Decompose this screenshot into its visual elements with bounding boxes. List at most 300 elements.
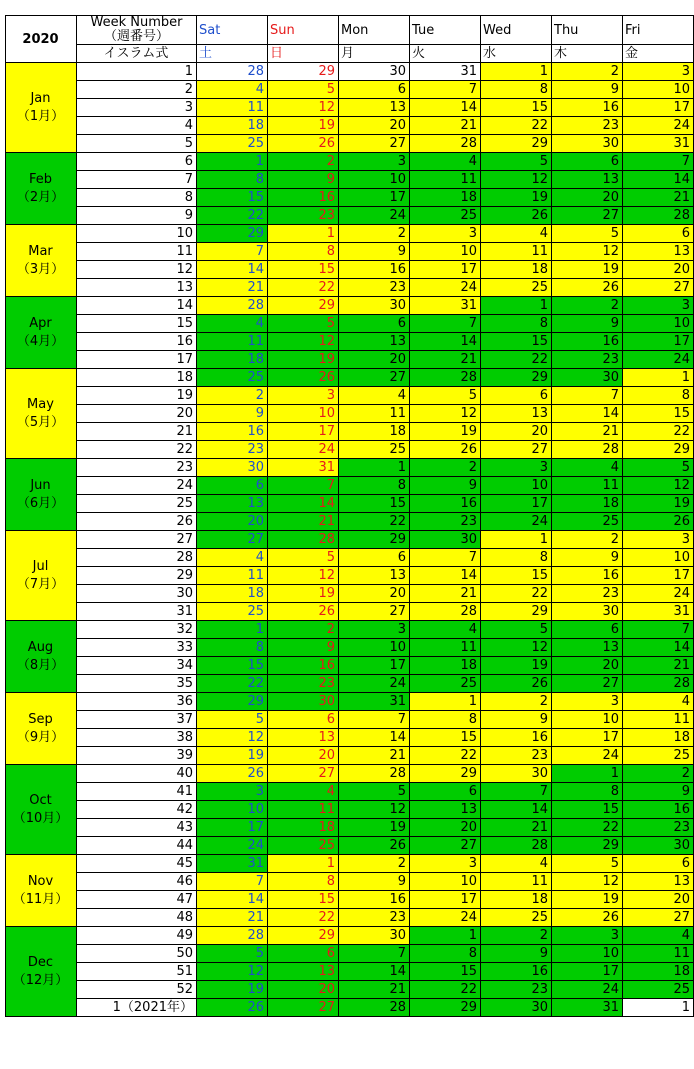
day-cell-sun: 19: [268, 351, 339, 369]
month-name-jp: （2月）: [16, 189, 65, 205]
day-cell-mon: 4: [339, 387, 410, 405]
week-number: 42: [77, 801, 197, 819]
day-cell-thu: 19: [552, 261, 623, 279]
day-cell-mon: 26: [339, 837, 410, 855]
week-row: [6, 603, 694, 621]
month-label-cell: [6, 225, 77, 297]
day-cell-sun: 26: [268, 369, 339, 387]
week-row: [6, 621, 694, 639]
day-cell-sun: 16: [268, 189, 339, 207]
day-cell-wed: 29: [481, 603, 552, 621]
week-number: 33: [77, 639, 197, 657]
day-cell-sun: 16: [268, 657, 339, 675]
day-cell-tue: 1: [410, 927, 481, 945]
week-row: [6, 189, 694, 207]
day-cell-sun: 1: [268, 855, 339, 873]
day-cell-mon: 17: [339, 657, 410, 675]
week-row: [6, 207, 694, 225]
day-cell-fri: 28: [623, 207, 694, 225]
month-name: Aug: [27, 639, 54, 655]
day-cell-sun: 3: [268, 387, 339, 405]
day-cell-wed: 11: [481, 243, 552, 261]
day-cell-tue: 30: [410, 531, 481, 549]
day-cell-mon: 14: [339, 963, 410, 981]
day-cell-sun: 12: [268, 567, 339, 585]
day-cell-fri: 10: [623, 315, 694, 333]
day-header-thu: Thu: [552, 16, 623, 45]
month-label-cell: [6, 621, 77, 693]
day-cell-mon: 17: [339, 189, 410, 207]
day-cell-thu: 24: [552, 981, 623, 999]
day-header-tue: Tue: [410, 16, 481, 45]
day-cell-thu: 24: [552, 747, 623, 765]
calendar-table: [5, 15, 694, 1017]
day-cell-tue: 28: [410, 603, 481, 621]
week-number: 32: [77, 621, 197, 639]
week-number: 35: [77, 675, 197, 693]
day-cell-thu: 9: [552, 315, 623, 333]
day-cell-sat: 7: [197, 873, 268, 891]
day-cell-thu: 5: [552, 855, 623, 873]
day-cell-sun: 22: [268, 279, 339, 297]
week-number: 15: [77, 315, 197, 333]
week-row: [6, 873, 694, 891]
day-cell-tue: 16: [410, 495, 481, 513]
day-cell-mon: 23: [339, 909, 410, 927]
week-number: 18: [77, 369, 197, 387]
week-number: 4: [77, 117, 197, 135]
week-number-label: Week Number: [90, 15, 183, 30]
week-number: 13: [77, 279, 197, 297]
day-cell-wed: 4: [481, 855, 552, 873]
month-label-cell: [6, 63, 77, 153]
day-cell-sun: 27: [268, 765, 339, 783]
week-row: [6, 711, 694, 729]
day-cell-mon: 9: [339, 873, 410, 891]
day-cell-thu: 6: [552, 153, 623, 171]
day-cell-wed: 21: [481, 819, 552, 837]
day-cell-tue: 15: [410, 729, 481, 747]
day-cell-mon: 16: [339, 891, 410, 909]
day-cell-sun: 5: [268, 549, 339, 567]
day-cell-wed: 16: [481, 729, 552, 747]
day-cell-fri: 20: [623, 891, 694, 909]
week-row: [6, 135, 694, 153]
day-header-wed-jp: 水: [481, 45, 552, 63]
day-cell-wed: 15: [481, 567, 552, 585]
day-cell-wed: 13: [481, 405, 552, 423]
day-cell-fri: 13: [623, 243, 694, 261]
day-cell-thu: 31: [552, 999, 623, 1017]
day-cell-wed: 22: [481, 117, 552, 135]
day-cell-tue: 18: [410, 189, 481, 207]
day-cell-mon: 30: [339, 297, 410, 315]
day-cell-wed: 20: [481, 423, 552, 441]
day-cell-sun: 20: [268, 747, 339, 765]
day-cell-sat: 11: [197, 333, 268, 351]
day-cell-tue: 18: [410, 657, 481, 675]
day-cell-mon: 13: [339, 333, 410, 351]
day-cell-sat: 8: [197, 639, 268, 657]
month-label-cell: [6, 927, 77, 1017]
week-row: [6, 693, 694, 711]
day-cell-sun: 17: [268, 423, 339, 441]
day-cell-thu: 23: [552, 351, 623, 369]
day-cell-wed: 10: [481, 477, 552, 495]
week-number: 16: [77, 333, 197, 351]
day-cell-sat: 1: [197, 621, 268, 639]
day-cell-sat: 30: [197, 459, 268, 477]
week-number: 31: [77, 603, 197, 621]
day-cell-mon: 22: [339, 513, 410, 531]
day-cell-wed: 11: [481, 873, 552, 891]
day-cell-sat: 25: [197, 369, 268, 387]
day-cell-tue: 21: [410, 351, 481, 369]
day-cell-thu: 29: [552, 837, 623, 855]
day-cell-mon: 20: [339, 585, 410, 603]
day-cell-tue: 23: [410, 513, 481, 531]
week-row: [6, 117, 694, 135]
day-header-sat: Sat: [197, 16, 268, 45]
day-cell-sun: 7: [268, 477, 339, 495]
day-cell-wed: 18: [481, 891, 552, 909]
week-row: [6, 531, 694, 549]
week-number: 49: [77, 927, 197, 945]
day-cell-thu: 14: [552, 405, 623, 423]
week-row: [6, 729, 694, 747]
day-cell-thu: 20: [552, 657, 623, 675]
week-number: 29: [77, 567, 197, 585]
year-label: 2020: [6, 16, 77, 63]
day-cell-thu: 15: [552, 801, 623, 819]
day-cell-sun: 11: [268, 801, 339, 819]
day-cell-sat: 15: [197, 189, 268, 207]
day-cell-sat: 14: [197, 891, 268, 909]
day-cell-thu: 8: [552, 783, 623, 801]
day-cell-sat: 28: [197, 927, 268, 945]
day-cell-tue: 3: [410, 855, 481, 873]
day-cell-mon: 24: [339, 675, 410, 693]
day-cell-sun: 10: [268, 405, 339, 423]
week-row: [6, 495, 694, 513]
day-header-sun-jp: 日: [268, 45, 339, 63]
day-cell-sun: 26: [268, 135, 339, 153]
day-cell-sat: 7: [197, 243, 268, 261]
week-number: 41: [77, 783, 197, 801]
day-cell-mon: 8: [339, 477, 410, 495]
week-row: [6, 315, 694, 333]
week-number: 51: [77, 963, 197, 981]
day-cell-tue: 25: [410, 207, 481, 225]
month-name-jp: （8月）: [16, 657, 65, 673]
day-cell-thu: 6: [552, 621, 623, 639]
day-cell-sun: 15: [268, 891, 339, 909]
day-cell-sun: 2: [268, 621, 339, 639]
day-cell-fri: 24: [623, 351, 694, 369]
day-cell-tue: 22: [410, 981, 481, 999]
day-cell-wed: 25: [481, 909, 552, 927]
week-number: 20: [77, 405, 197, 423]
day-header-fri-jp: 金: [623, 45, 694, 63]
week-row: [6, 963, 694, 981]
day-cell-sun: 18: [268, 819, 339, 837]
day-cell-sat: 31: [197, 855, 268, 873]
month-label-cell: [6, 531, 77, 621]
week-row: [6, 387, 694, 405]
week-row: [6, 999, 694, 1017]
day-cell-wed: 7: [481, 783, 552, 801]
week-row: [6, 477, 694, 495]
month-name-jp: （4月）: [16, 333, 65, 349]
day-cell-sun: 29: [268, 297, 339, 315]
day-cell-mon: 6: [339, 315, 410, 333]
day-cell-fri: 6: [623, 855, 694, 873]
day-cell-tue: 11: [410, 171, 481, 189]
day-cell-fri: 10: [623, 81, 694, 99]
day-cell-thu: 2: [552, 63, 623, 81]
day-cell-wed: 23: [481, 747, 552, 765]
day-cell-mon: 24: [339, 207, 410, 225]
day-cell-tue: 28: [410, 135, 481, 153]
day-cell-thu: 12: [552, 243, 623, 261]
week-number: 12: [77, 261, 197, 279]
day-cell-sat: 15: [197, 657, 268, 675]
month-name: Nov: [27, 873, 54, 889]
day-cell-tue: 8: [410, 711, 481, 729]
week-row: [6, 801, 694, 819]
month-label-cell: [6, 459, 77, 531]
week-row: [6, 243, 694, 261]
day-cell-tue: 29: [410, 765, 481, 783]
day-cell-thu: 5: [552, 225, 623, 243]
day-cell-thu: 3: [552, 693, 623, 711]
day-cell-mon: 15: [339, 495, 410, 513]
month-name: Jul: [32, 558, 49, 574]
week-number: 22: [77, 441, 197, 459]
month-label-cell: [6, 855, 77, 927]
day-cell-tue: 2: [410, 459, 481, 477]
day-cell-thu: 16: [552, 333, 623, 351]
day-cell-sat: 2: [197, 387, 268, 405]
day-cell-fri: 24: [623, 585, 694, 603]
day-cell-mon: 21: [339, 981, 410, 999]
week-row: [6, 585, 694, 603]
day-cell-sun: 27: [268, 999, 339, 1017]
month-name-jp: （5月）: [16, 414, 65, 430]
day-cell-fri: 22: [623, 423, 694, 441]
day-cell-sun: 5: [268, 315, 339, 333]
day-cell-mon: 23: [339, 279, 410, 297]
day-cell-wed: 1: [481, 63, 552, 81]
week-row: [6, 747, 694, 765]
day-cell-tue: 10: [410, 243, 481, 261]
day-cell-tue: 14: [410, 333, 481, 351]
day-cell-sat: 19: [197, 747, 268, 765]
day-cell-fri: 6: [623, 225, 694, 243]
day-cell-wed: 19: [481, 657, 552, 675]
day-cell-wed: 15: [481, 99, 552, 117]
day-cell-fri: 3: [623, 531, 694, 549]
month-name: Apr: [29, 315, 52, 331]
week-row: [6, 765, 694, 783]
day-cell-sat: 12: [197, 963, 268, 981]
day-cell-wed: 17: [481, 495, 552, 513]
week-number: 3: [77, 99, 197, 117]
day-cell-mon: 3: [339, 153, 410, 171]
day-cell-tue: 4: [410, 621, 481, 639]
week-number: 25: [77, 495, 197, 513]
day-cell-fri: 15: [623, 405, 694, 423]
day-cell-mon: 3: [339, 621, 410, 639]
day-cell-sat: 13: [197, 495, 268, 513]
week-row: [6, 153, 694, 171]
day-cell-tue: 8: [410, 945, 481, 963]
week-number: 44: [77, 837, 197, 855]
day-cell-tue: 7: [410, 81, 481, 99]
day-cell-sun: 25: [268, 837, 339, 855]
day-cell-wed: 8: [481, 315, 552, 333]
week-row: [6, 891, 694, 909]
day-cell-fri: 30: [623, 837, 694, 855]
day-cell-thu: 11: [552, 477, 623, 495]
day-cell-tue: 24: [410, 909, 481, 927]
day-cell-sat: 17: [197, 819, 268, 837]
month-name: Oct: [29, 792, 52, 808]
day-cell-fri: 21: [623, 189, 694, 207]
day-cell-sat: 22: [197, 207, 268, 225]
week-number: 6: [77, 153, 197, 171]
week-row: [6, 945, 694, 963]
week-number: 9: [77, 207, 197, 225]
day-cell-thu: 30: [552, 135, 623, 153]
day-cell-tue: 21: [410, 117, 481, 135]
day-cell-thu: 30: [552, 603, 623, 621]
month-name: May: [27, 396, 54, 412]
day-cell-thu: 3: [552, 927, 623, 945]
islamic-label: イスラム式: [77, 45, 197, 63]
month-name-jp: （10月）: [12, 810, 69, 826]
day-cell-tue: 17: [410, 261, 481, 279]
day-cell-sat: 11: [197, 99, 268, 117]
day-cell-sun: 8: [268, 873, 339, 891]
month-label-cell: [6, 369, 77, 459]
day-cell-sun: 12: [268, 99, 339, 117]
day-cell-tue: 25: [410, 675, 481, 693]
day-cell-sat: 28: [197, 63, 268, 81]
week-number: 37: [77, 711, 197, 729]
day-cell-wed: 3: [481, 459, 552, 477]
day-cell-fri: 27: [623, 279, 694, 297]
week-row: [6, 981, 694, 999]
day-cell-sat: 23: [197, 441, 268, 459]
day-cell-tue: 19: [410, 423, 481, 441]
month-name-jp: （7月）: [16, 576, 65, 592]
header-row-2: [6, 45, 694, 63]
day-cell-tue: 31: [410, 63, 481, 81]
day-cell-wed: 2: [481, 693, 552, 711]
week-number-jp-label: （週番号）: [103, 29, 169, 44]
header-row-1: [6, 16, 694, 45]
day-cell-wed: 8: [481, 81, 552, 99]
month-name-jp: （12月）: [12, 972, 69, 988]
day-cell-thu: 21: [552, 423, 623, 441]
day-cell-thu: 22: [552, 819, 623, 837]
week-row: [6, 171, 694, 189]
month-name-jp: （11月）: [12, 891, 69, 907]
day-cell-thu: 27: [552, 207, 623, 225]
week-row: [6, 369, 694, 387]
day-cell-sun: 13: [268, 963, 339, 981]
week-number: 48: [77, 909, 197, 927]
day-cell-tue: 4: [410, 153, 481, 171]
day-cell-wed: 29: [481, 369, 552, 387]
month-label-cell: [6, 153, 77, 225]
day-cell-sun: 23: [268, 675, 339, 693]
day-cell-sun: 6: [268, 711, 339, 729]
day-cell-mon: 13: [339, 99, 410, 117]
day-cell-mon: 28: [339, 999, 410, 1017]
day-cell-fri: 12: [623, 477, 694, 495]
week-number: 1（2021年）: [77, 999, 197, 1017]
day-cell-sat: 29: [197, 225, 268, 243]
day-cell-thu: 16: [552, 567, 623, 585]
day-cell-tue: 29: [410, 999, 481, 1017]
week-row: [6, 909, 694, 927]
week-row: [6, 927, 694, 945]
day-cell-wed: 26: [481, 675, 552, 693]
day-cell-mon: 29: [339, 531, 410, 549]
day-cell-mon: 27: [339, 135, 410, 153]
week-number: 47: [77, 891, 197, 909]
day-cell-wed: 2: [481, 927, 552, 945]
week-row: [6, 567, 694, 585]
day-cell-wed: 25: [481, 279, 552, 297]
day-cell-sun: 29: [268, 63, 339, 81]
day-cell-thu: 26: [552, 279, 623, 297]
day-cell-fri: 31: [623, 603, 694, 621]
day-cell-tue: 13: [410, 801, 481, 819]
day-cell-sat: 8: [197, 171, 268, 189]
day-cell-tue: 28: [410, 369, 481, 387]
day-cell-fri: 20: [623, 261, 694, 279]
day-cell-mon: 28: [339, 765, 410, 783]
day-cell-sat: 19: [197, 981, 268, 999]
day-cell-fri: 14: [623, 639, 694, 657]
day-cell-sun: 13: [268, 729, 339, 747]
day-cell-sat: 6: [197, 477, 268, 495]
day-cell-mon: 25: [339, 441, 410, 459]
day-header-tue-jp: 火: [410, 45, 481, 63]
week-row: [6, 99, 694, 117]
week-number: 40: [77, 765, 197, 783]
week-number: 27: [77, 531, 197, 549]
day-cell-sun: 28: [268, 531, 339, 549]
week-number: 7: [77, 171, 197, 189]
day-cell-wed: 1: [481, 297, 552, 315]
day-cell-thu: 30: [552, 369, 623, 387]
day-cell-wed: 6: [481, 387, 552, 405]
day-cell-thu: 18: [552, 495, 623, 513]
day-cell-thu: 13: [552, 171, 623, 189]
day-cell-fri: 5: [623, 459, 694, 477]
day-cell-sun: 19: [268, 117, 339, 135]
day-cell-fri: 7: [623, 153, 694, 171]
day-cell-wed: 18: [481, 261, 552, 279]
day-cell-wed: 22: [481, 585, 552, 603]
day-cell-sat: 21: [197, 279, 268, 297]
day-cell-fri: 10: [623, 549, 694, 567]
day-cell-tue: 17: [410, 891, 481, 909]
